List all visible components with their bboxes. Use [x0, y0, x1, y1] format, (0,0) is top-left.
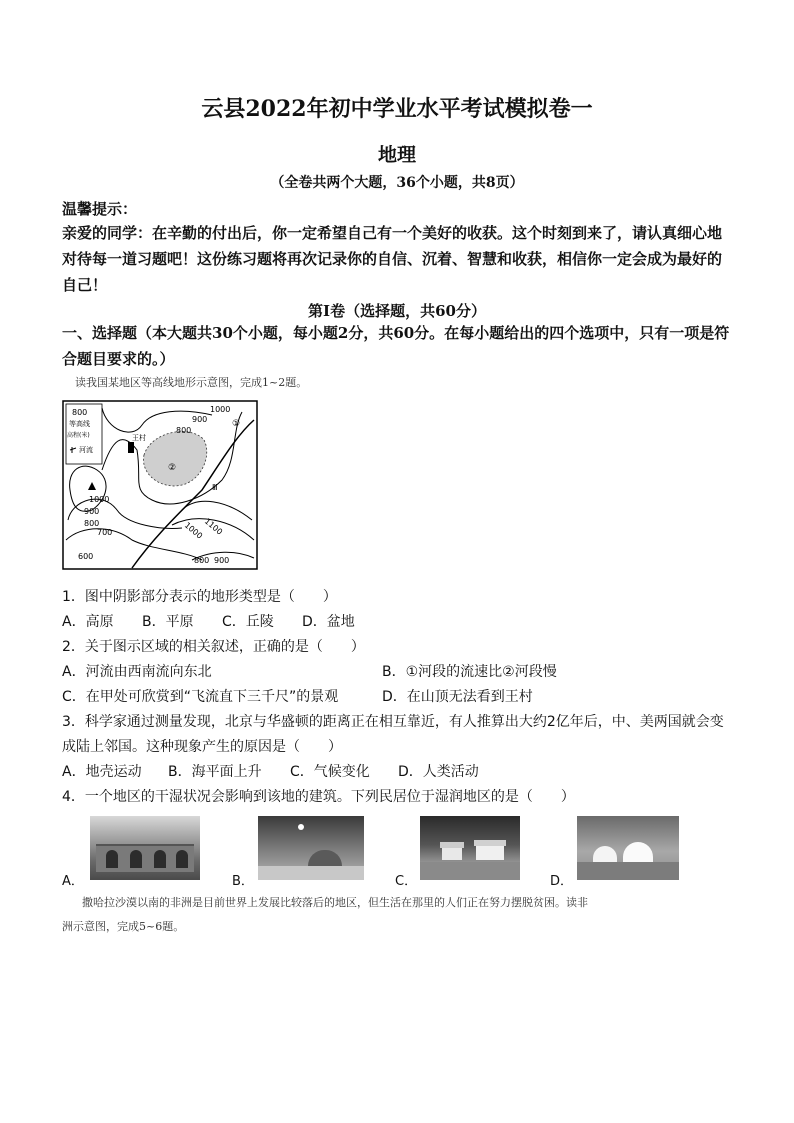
contour-map	[62, 400, 258, 570]
contour-label: 700	[97, 528, 113, 537]
contour-label: 900	[192, 415, 208, 424]
q4-option-d[interactable]: D．	[550, 874, 574, 889]
subject-title: 地理	[377, 144, 416, 166]
contour-label: 1000	[182, 520, 205, 541]
q2-option-c[interactable]: C．在甲处可欣赏到“飞流直下三千尺”的景观	[62, 689, 339, 705]
q3-option-a[interactable]: A．地壳运动	[62, 764, 142, 780]
q1-option-a[interactable]: A．高原	[62, 614, 114, 630]
photo-stilt-house[interactable]	[420, 816, 520, 880]
q1-option-c[interactable]: C．丘陵	[222, 614, 274, 630]
question-3-stem-line2: 成陆上邻国。这种现象产生的原因是（ ）	[62, 739, 342, 755]
tips-label: 温馨提示：	[62, 200, 138, 218]
river-section-1-label: ①	[232, 419, 241, 429]
question-1-stem: 1．图中阴影部分表示的地形类型是（ ）	[62, 589, 337, 605]
location-jia-label: Ⅲ	[212, 483, 218, 492]
q2-option-b[interactable]: B．①河段的流速比②河段慢	[382, 664, 557, 680]
section-instruction: 一、选择题（本大题共30个小题，每小题2分，共60分。在每小题给出的四个选项中，只有一项是符合题目要求的。）	[62, 324, 730, 368]
contour-label: 1000	[89, 495, 110, 504]
contour-label: 900	[84, 507, 100, 516]
q1-option-d[interactable]: D．盆地	[302, 614, 355, 630]
q4-option-b[interactable]: B．	[232, 874, 254, 889]
contour-label: 1100	[202, 516, 225, 537]
africa-intro-line2: 洲示意图，完成5~6题。	[62, 920, 185, 933]
q3-option-b[interactable]: B．海平面上升	[168, 764, 262, 780]
q2-option-d[interactable]: D．在山顶无法看到王村	[382, 689, 533, 705]
legend-river: 河流	[79, 446, 93, 454]
contour-label: 800	[194, 556, 210, 565]
village-label: 王村	[132, 434, 146, 442]
photo-desert-house[interactable]	[258, 816, 364, 880]
map-intro: 读我国某地区等高线地形示意图，完成1~2题。	[75, 376, 308, 389]
photo-cave-dwelling[interactable]	[90, 816, 200, 880]
photo-yurt[interactable]	[577, 816, 679, 880]
section-title: 第Ⅰ卷（选择题，共60分）	[308, 302, 486, 320]
contour-label: 900	[214, 556, 230, 565]
q3-option-d[interactable]: D．人类活动	[398, 764, 479, 780]
legend-contour: 等高线	[69, 420, 90, 428]
q1-option-b[interactable]: B．平原	[142, 614, 194, 630]
q3-option-c[interactable]: C．气候变化	[290, 764, 370, 780]
legend-800: 800	[72, 408, 88, 417]
village-marker-icon	[128, 442, 134, 453]
contour-label: 600	[78, 552, 94, 561]
legend-elevation: 高程(米)	[67, 432, 90, 439]
question-4-stem: 4．一个地区的干湿状况会影响到该地的建筑。下列民居位于湿润地区的是（ ）	[62, 789, 575, 805]
question-3-stem-line1: 3．科学家通过测量发现，北京与华盛顿的距离正在相互靠近，有人推算出大约2亿年后，中、美两国就会变	[62, 714, 724, 730]
contour-label: 800	[176, 426, 192, 435]
q4-option-c[interactable]: C．	[395, 874, 418, 889]
question-2-stem: 2．关于图示区域的相关叙述，正确的是（ ）	[62, 639, 365, 655]
tips-text: 亲爱的同学：在辛勤的付出后，你一定希望自己有一个美好的收获。这个时刻到来了，请认真细心地对待每一道习题吧！这份练习题将再次记录你的自信、沉着、智慧和收获，相信你一定会成为最好的自己！	[62, 224, 723, 294]
river-section-2-label: ②	[168, 463, 177, 473]
contour-label: 800	[84, 519, 100, 528]
exam-title: 云县2022年初中学业水平考试模拟卷一	[201, 96, 593, 122]
exam-info: （全卷共两个大题，36个小题，共8页）	[270, 175, 524, 191]
q2-option-a[interactable]: A．河流由西南流向东北	[62, 664, 212, 680]
q4-option-a[interactable]: A．	[62, 874, 84, 889]
contour-label: 1000	[210, 405, 231, 414]
africa-intro-line1: 撒哈拉沙漠以南的非洲是目前世界上发展比较落后的地区，但生活在那里的人们正在努力摆脱贫困。读非	[82, 896, 588, 909]
